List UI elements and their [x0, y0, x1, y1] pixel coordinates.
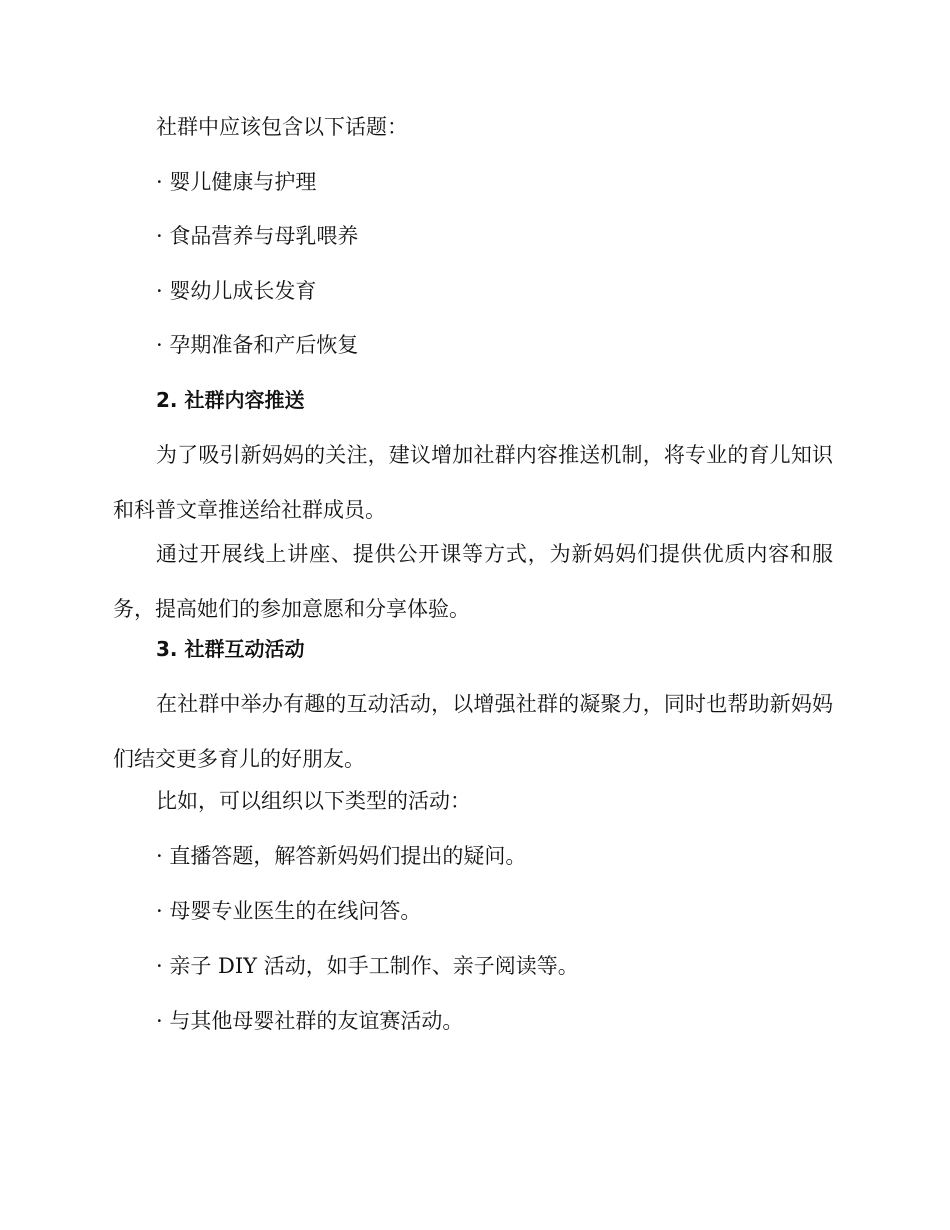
section-2-paragraph-1: 为了吸引新妈妈的关注，建议增加社群内容推送机制，将专业的育儿知识和科普文章推送给社群成员。 — [113, 443, 833, 522]
activity-item: · 直播答题，解答新妈妈们提出的疑问。 — [156, 844, 527, 868]
section-3-heading: 3. 社群互动活动 — [156, 637, 305, 661]
topic-item: · 婴儿健康与护理 — [156, 170, 317, 194]
topic-item: · 食品营养与母乳喂养 — [156, 224, 359, 248]
section-3-paragraph-1: 在社群中举办有趣的互动活动，以增强社群的凝聚力，同时也帮助新妈妈们结交更多育儿的好朋友。 — [113, 692, 833, 771]
activities-intro: 比如，可以组织以下类型的活动： — [156, 789, 471, 813]
activity-item: · 亲子 DIY 活动，如手工制作、亲子阅读等。 — [156, 954, 579, 978]
topic-item: · 婴幼儿成长发育 — [156, 279, 317, 303]
activity-item: · 与其他母婴社群的友谊赛活动。 — [156, 1009, 464, 1033]
topics-intro: 社群中应该包含以下话题： — [156, 115, 408, 139]
section-2-paragraph-2: 通过开展线上讲座、提供公开课等方式，为新妈妈们提供优质内容和服务，提高她们的参加意愿和分享体验。 — [113, 542, 833, 621]
activity-item: · 母婴专业医生的在线问答。 — [156, 899, 422, 923]
section-2-heading: 2. 社群内容推送 — [156, 388, 305, 412]
topic-item: · 孕期准备和产后恢复 — [156, 333, 359, 357]
